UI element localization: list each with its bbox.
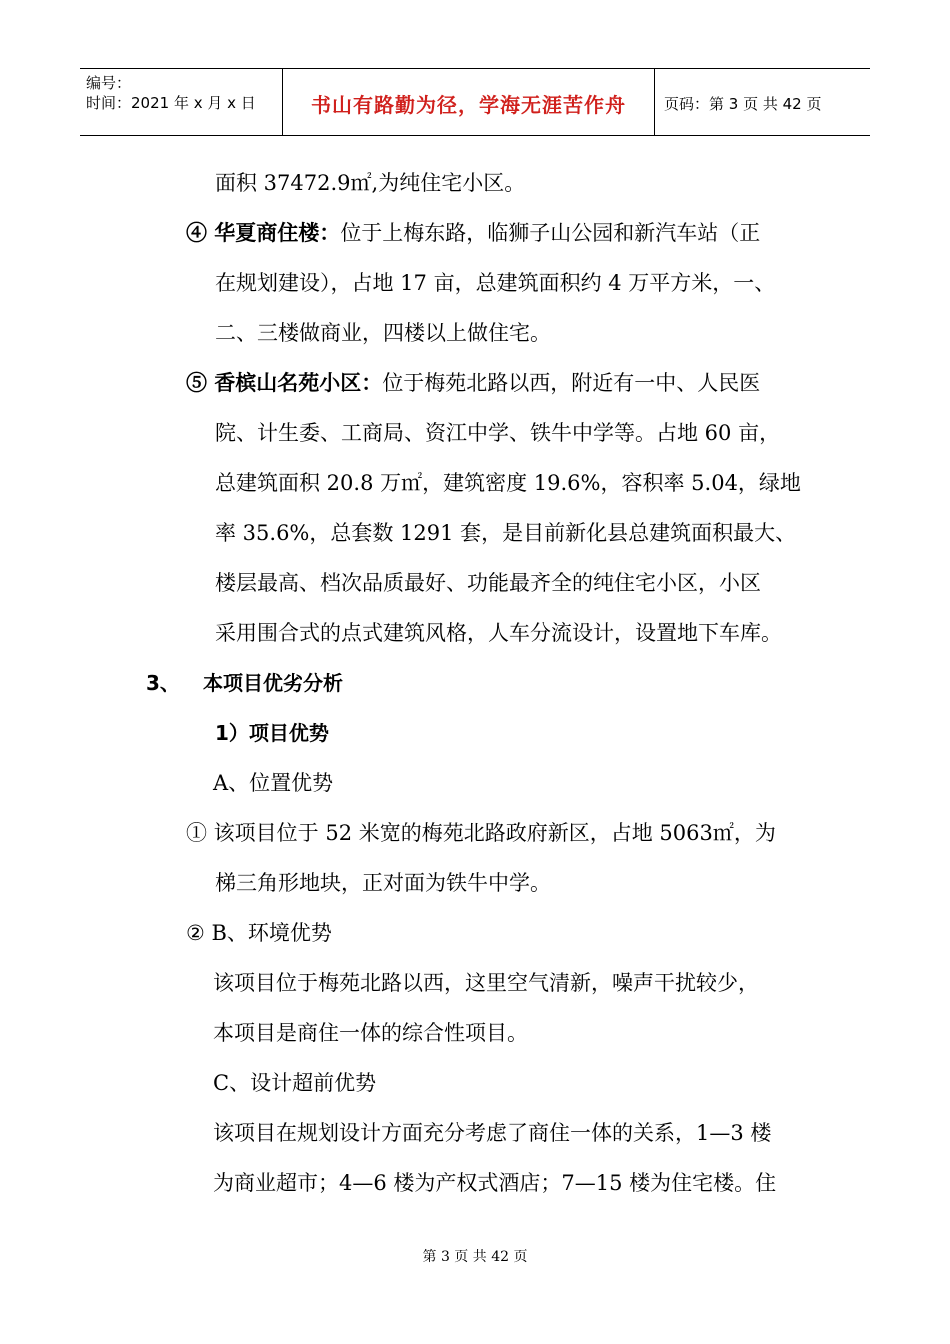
header-meta <box>86 73 256 113</box>
page-footer: 第 3 页 共 42 页 <box>422 1249 528 1265</box>
item-5-text: 位于梅苑北路以西，附近有一中、人民医 <box>382 371 761 395</box>
section-3-number: 3、 <box>146 671 180 695</box>
item-5-line-5: 楼层最高、档次品质最好、功能最齐全的纯住宅小区，小区 <box>215 571 761 595</box>
item-5-title: ⑤ 香槟山名苑小区： <box>186 370 383 395</box>
c-line-1: 该项目在规划设计方面充分考虑了商住一体的关系，1—3 楼 <box>213 1121 772 1145</box>
subsection-1-title: 1）项目优势 <box>215 721 329 745</box>
body-line: 面积 37472.9㎡,为纯住宅小区。 <box>215 171 526 195</box>
section-3-title: 本项目优劣分析 <box>203 671 343 695</box>
header-motto: 书山有路勤为径，学海无涯苦作舟 <box>311 93 626 117</box>
subsection-c-title: C、设计超前优势 <box>213 1071 377 1095</box>
item-4-line-1 <box>186 218 760 248</box>
header-number-label: 编号： <box>86 74 132 92</box>
c-line-2: 为商业超市；4—6 楼为产权式酒店；7—15 楼为住宅楼。住 <box>213 1171 777 1195</box>
a1-line-2: 梯三角形地块，正对面为铁牛中学。 <box>215 871 551 895</box>
header-divider-right <box>654 69 655 135</box>
item-4-line-3: 二、三楼做商业，四楼以上做住宅。 <box>215 321 551 345</box>
item-5-line-2: 院、计生委、工商局、资江中学、铁牛中学等。占地 60 亩， <box>215 421 781 445</box>
b-line-1: 该项目位于梅苑北路以西，这里空气清新，噪声干扰较少， <box>213 971 759 995</box>
item-4-line-2: 在规划建设），占地 17 亩，总建筑面积约 4 万平方米，一、 <box>215 271 776 295</box>
item-5-line-3: 总建筑面积 20.8 万㎡，建筑密度 19.6%，容积率 5.04，绿地 <box>215 471 801 495</box>
header-time-label: 时间：2021 年 x 月 x 日 <box>86 94 256 112</box>
item-5-line-4: 率 35.6%，总套数 1291 套，是目前新化县总建筑面积最大、 <box>215 521 797 545</box>
subsection-a-title: A、位置优势 <box>213 771 334 795</box>
subsection-b-title: ② B、环境优势 <box>186 921 332 945</box>
b-line-2: 本项目是商住一体的综合性项目。 <box>213 1021 528 1045</box>
page-header <box>80 68 870 136</box>
item-5-line-6: 采用围合式的点式建筑风格，人车分流设计，设置地下车库。 <box>215 621 782 645</box>
item-5-line-1 <box>186 368 760 398</box>
header-page-info: 页码：第 3 页 共 42 页 <box>664 95 822 113</box>
item-4-title: ④ 华夏商住楼： <box>186 220 341 245</box>
item-4-text: 位于上梅东路，临狮子山公园和新汽车站（正 <box>340 221 761 245</box>
a1-line-1: ① 该项目位于 52 米宽的梅苑北路政府新区，占地 5063㎡，为 <box>186 821 776 845</box>
